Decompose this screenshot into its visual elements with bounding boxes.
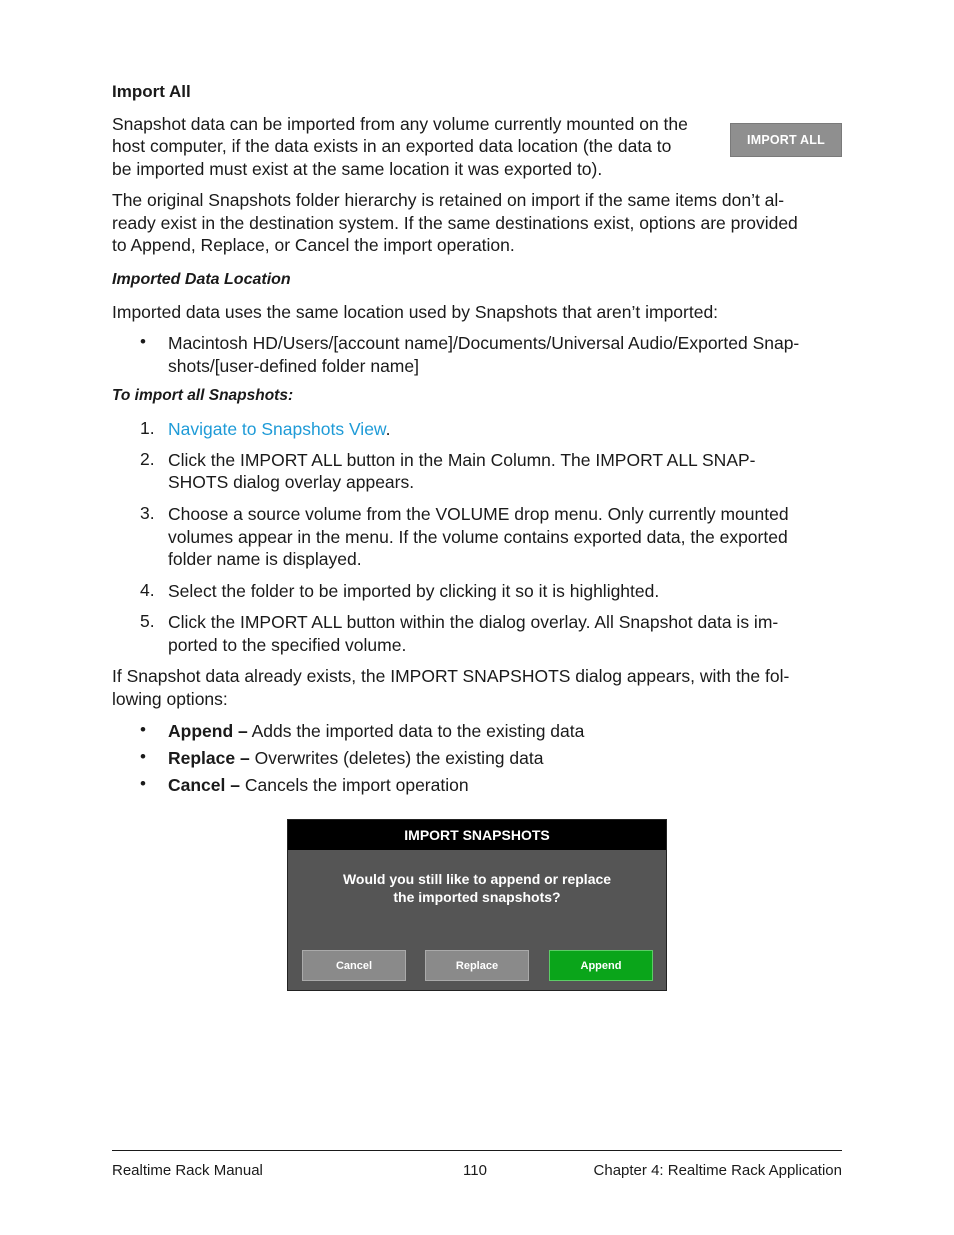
option-term: Cancel –: [168, 775, 240, 795]
bullet-dot: •: [140, 774, 146, 793]
option-term: Replace –: [168, 748, 250, 768]
dialog-message-line-2: the imported snapshots?: [393, 889, 561, 905]
para2-line-1: The original Snapshots folder hierarchy is retained on import if the same items don’t al-: [112, 190, 785, 210]
options-line-2: lowing options:: [112, 689, 228, 709]
location-text: Imported data uses the same location used by Snapshots that aren’t imported:: [112, 302, 719, 322]
section-title: Import All: [112, 82, 191, 101]
step-3-line-3: folder name is displayed.: [168, 549, 362, 569]
location-path-line-2: shots/[user-defined folder name]: [168, 356, 419, 376]
step-number: 2.: [140, 449, 155, 469]
step-number: 1.: [140, 418, 155, 438]
dialog-message: [288, 870, 666, 906]
replace-button[interactable]: Replace: [425, 950, 529, 981]
dialog-title: IMPORT SNAPSHOTS: [288, 820, 666, 850]
option-replace: [168, 747, 543, 770]
step-5-line-1: Click the IMPORT ALL button within the dialog overlay. All Snapshot data is im-: [168, 612, 779, 632]
location-path-line-1: Macintosh HD/Users/[account name]/Documents/Universal Audio/Exported Snap-: [168, 333, 800, 353]
step-2-line-1: Click the IMPORT ALL button in the Main Column. The IMPORT ALL SNAP-: [168, 450, 756, 470]
step-1-period: .: [385, 419, 391, 439]
footer-page-number: 110: [463, 1162, 487, 1179]
import-snapshots-dialog: [287, 819, 667, 991]
import-all-button[interactable]: IMPORT ALL: [730, 123, 842, 157]
bullet-dot: •: [140, 747, 146, 766]
intro-line-3: be imported must exist at the same location it was exported to).: [112, 159, 603, 179]
intro-line-1: Snapshot data can be imported from any volume currently mounted on the: [112, 114, 688, 134]
step-4-line-1: Select the folder to be imported by clicking it so it is highlighted.: [168, 581, 660, 601]
bullet-dot: •: [140, 720, 146, 739]
option-desc: Cancels the import operation: [239, 775, 469, 795]
procedure-heading: To import all Snapshots:: [112, 387, 294, 404]
footer-divider: [112, 1150, 842, 1151]
option-desc: Overwrites (deletes) the existing data: [249, 748, 544, 768]
options-line-1: If Snapshot data already exists, the IMPORT SNAPSHOTS dialog appears, with the fol-: [112, 666, 790, 686]
step-2-line-2: SHOTS dialog overlay appears.: [168, 472, 415, 492]
para2-line-3: to Append, Replace, or Cancel the import operation.: [112, 235, 515, 255]
bullet-dot: •: [140, 332, 146, 351]
cancel-button[interactable]: Cancel: [302, 950, 406, 981]
step-3-line-1: Choose a source volume from the VOLUME drop menu. Only currently mounted: [168, 504, 789, 524]
step-1: [168, 418, 390, 441]
step-number: 5.: [140, 611, 155, 631]
step-number: 3.: [140, 503, 155, 523]
step-number: 4.: [140, 580, 155, 600]
option-cancel: [168, 774, 469, 797]
footer-chapter: Chapter 4: Realtime Rack Application: [593, 1162, 842, 1179]
option-desc: Adds the imported data to the existing data: [247, 721, 585, 741]
dialog-message-line-1: Would you still like to append or replace: [342, 871, 612, 887]
step-5-line-2: ported to the specified volume.: [168, 635, 407, 655]
para2-line-2: ready exist in the destination system. If the same destinations exist, options are provided: [112, 213, 798, 233]
append-button[interactable]: Append: [549, 950, 653, 981]
location-heading: Imported Data Location: [112, 271, 291, 288]
option-term: Append –: [168, 721, 248, 741]
option-append: [168, 720, 584, 743]
navigate-link[interactable]: Navigate to Snapshots View: [168, 419, 386, 439]
step-3-line-2: volumes appear in the menu. If the volume contains exported data, the exported: [168, 527, 788, 547]
intro-line-2: host computer, if the data exists in an exported data location (the data to: [112, 136, 672, 156]
footer-manual-title: Realtime Rack Manual: [112, 1162, 263, 1179]
